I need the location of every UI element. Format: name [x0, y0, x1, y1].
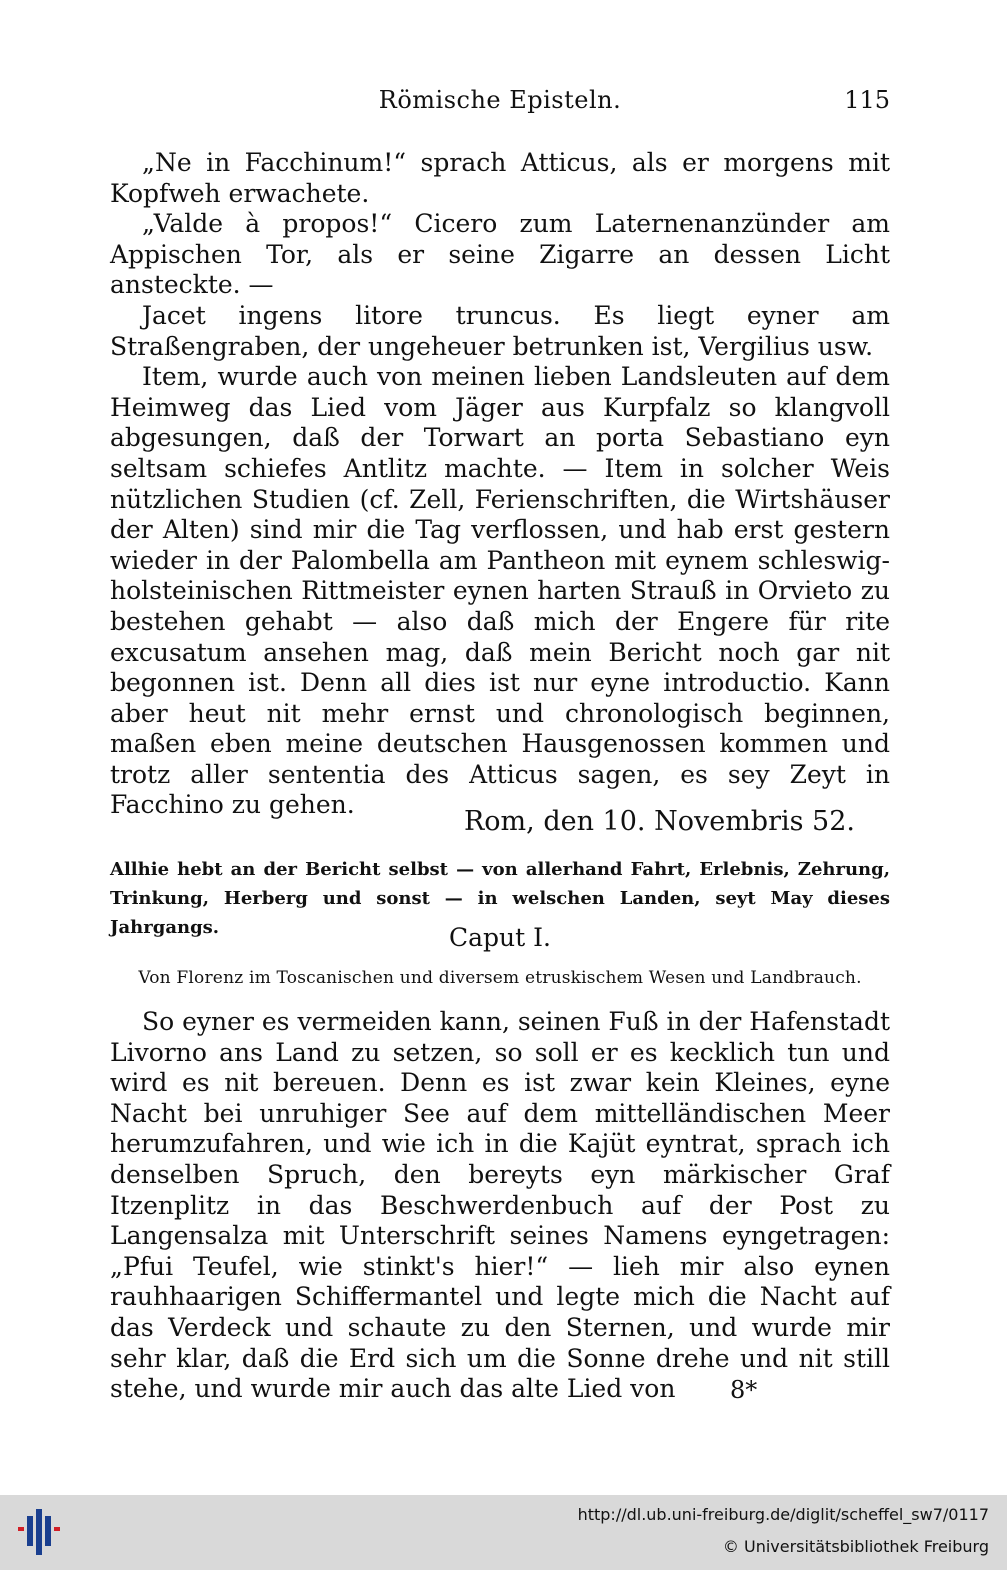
copyright-notice: © Universitätsbibliothek Freiburg [722, 1537, 989, 1556]
page-number: 115 [844, 86, 890, 114]
chapter-heading: Caput I. [449, 923, 551, 952]
footer-bar [0, 1495, 1007, 1570]
paragraph: „Ne in Facchinum!“ sprach Atticus, als er morgens mit Kopfweh erwachete. [110, 148, 890, 208]
source-url-link[interactable]: http://dl.ub.uni-freiburg.de/diglit/scheffel_sw7/0117 [577, 1505, 989, 1524]
paragraph: Jacet ingens litore truncus. Es liegt eyner am Straßengraben, der ungeheuer betrunken ist, Vergilius usw. [110, 300, 890, 361]
dateline: Rom, den 10. Novembris 52. [463, 806, 855, 837]
running-head [110, 86, 890, 120]
opening-text [110, 148, 890, 821]
signature-mark: 8* [730, 1376, 758, 1404]
paragraph: So eyner es vermeiden kann, seinen Fuß in der Hafenstadt Livorno ans Land zu setzen, so soll er es kecklich tun und wird es nit bereuen. Denn es ist zwar kein Kleines, eyne Nacht bei unruhiger See auf dem mittelländischen Meer herumzufahren, und wie ich in die Kajüt eyntrat, sprach ich denselben Spruch, den bereyts eyn märkischer Graf Itzenplitz in das Beschwerdenbuch auf der Post zu Langensalza mit Unterschrift seines Namens eyngetragen: „Pfui Teufel, wie stinkt's hier!“ — lieh mir also eynen rauhhaarigen Schiffermantel und legte mich die Nacht auf das Verdeck und schaute zu den Sternen, und wurde mir sehr klar, daß die Erd sich um die Sonne drehe und nit still stehe, und wurde mir auch das alte Lied von [110, 1007, 890, 1404]
paragraph: „Valde à propos!“ Cicero zum Laternenanzünder am Appischen Tor, als er seine Zigarre an dessen Licht ansteckte. — [110, 209, 890, 300]
paragraph: Item, wurde auch von meinen lieben Landsleuten auf dem Heimweg das Lied vom Jäger aus Kurpfalz so klangvoll abgesungen, daß der Torwart an porta Sebastiano eyn seltsam schiefes Antlitz machte. — Item in solcher Weis nützlichen Studien (cf. Zell, Ferienschriften, die Wirtshäuser der Alten) sind mir die Tag verflossen, und hab erst gestern wieder in der Palombella am Pantheon mit eynem schleswig-holsteinischen Rittmeister eynen harten Strauß in Orvieto zu bestehen gehabt — also daß mich der Engere für rite excusatum ansehen mag, daß mein Bericht noch gar nit begonnen ist. Denn all dies ist nur eyne introductio. Kann aber heut nit mehr ernst und chronologisch beginnen, maßen eben meine deutschen Hausgenossen kommen und trotz aller sententia des Atticus sagen, es sey Zeyt in Facchino zu gehen. [110, 362, 890, 820]
running-title: Römische Episteln. [378, 86, 622, 114]
chapter-subtitle: Von Florenz im Toscanischen und diversem etruskischem Wesen und Landbrauch. [138, 968, 862, 988]
chapter-text [110, 1007, 890, 1405]
section-summary: Allhie hebt an der Bericht selbst — von allerhand Fahrt, Erlebnis, Zehrung, Trinkung, Herberg und sonst — in welschen Landen, seyt May dieses Jahrgangs. [110, 859, 890, 938]
ub-freiburg-logo-icon [12, 1505, 66, 1559]
